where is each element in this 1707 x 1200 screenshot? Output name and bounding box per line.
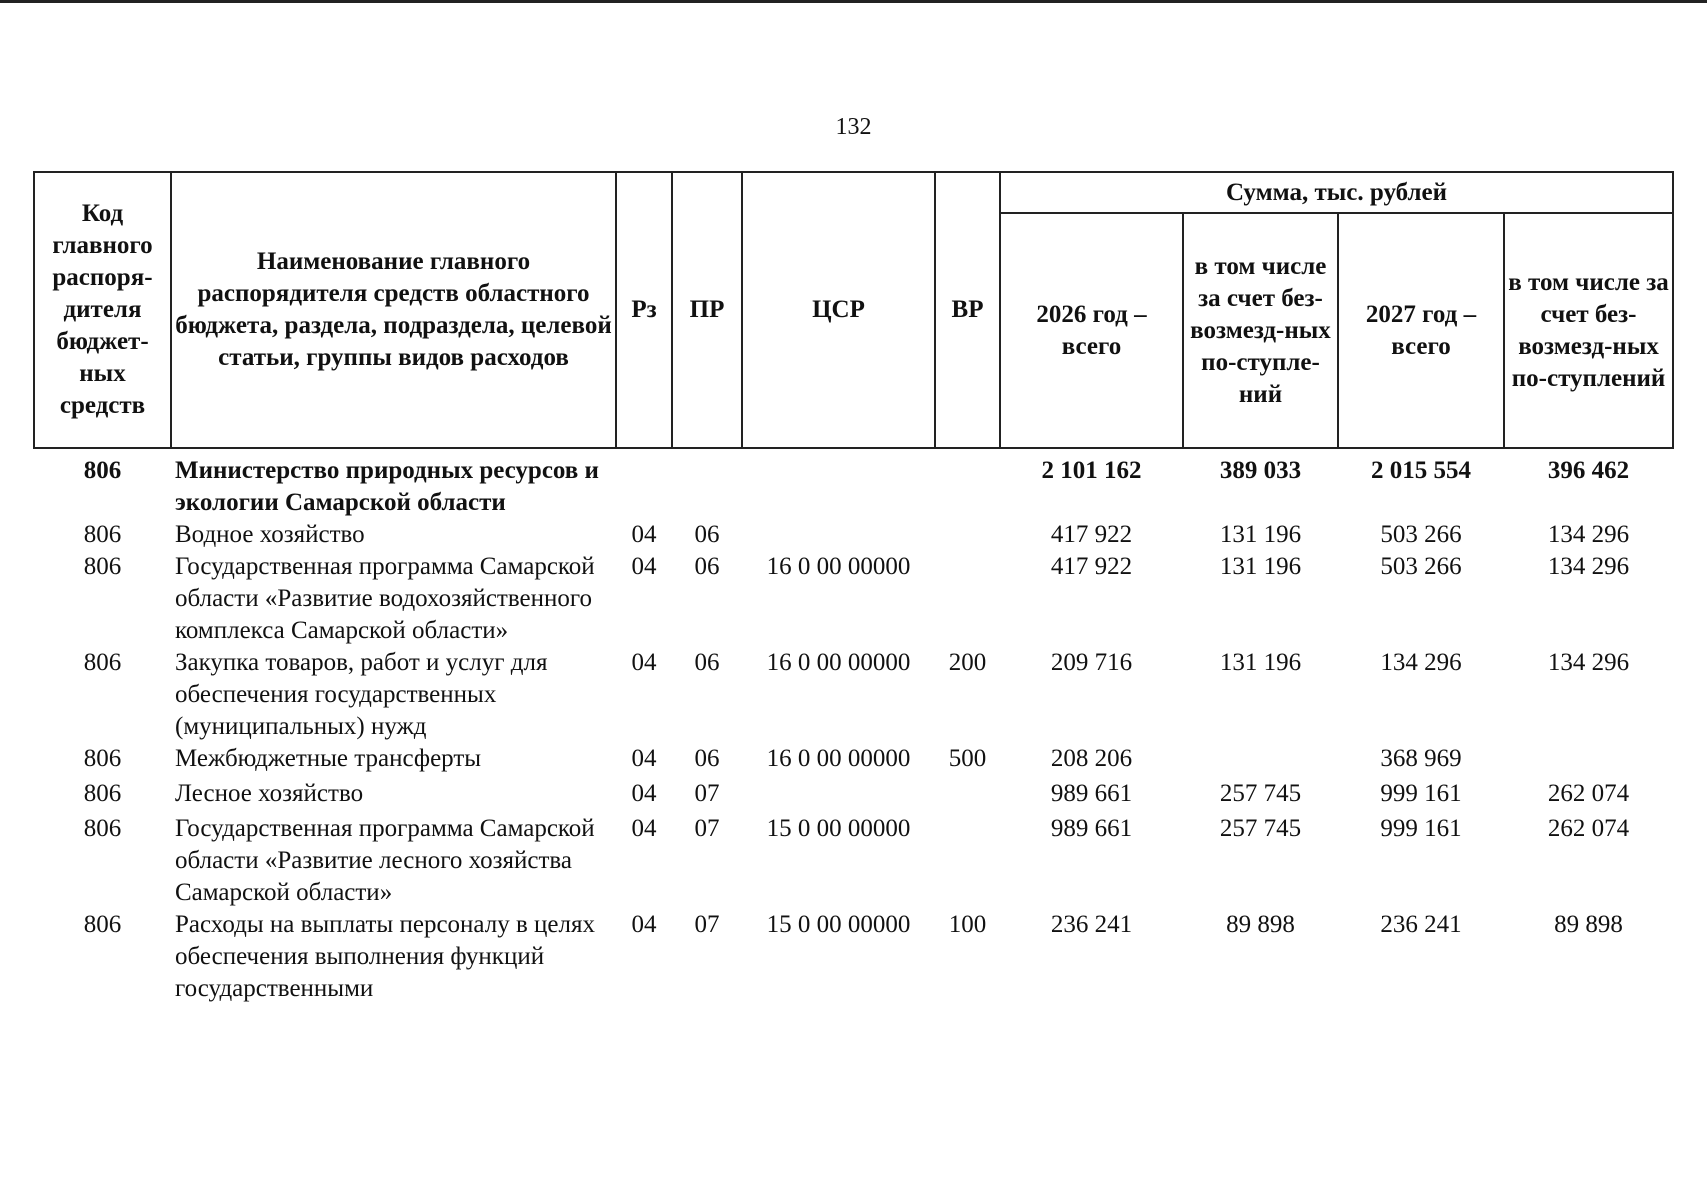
row-pr: 07 <box>694 780 720 807</box>
table-row <box>34 810 1673 909</box>
row-2026-free: 89 898 <box>1226 911 1295 938</box>
header-2027-total: 2027 год – всего <box>1338 213 1504 448</box>
row-2027-total: 134 296 <box>1380 649 1462 676</box>
row-pr: 06 <box>694 521 720 548</box>
row-csr: 16 0 00 00000 <box>766 745 911 772</box>
row-2026-free: 389 033 <box>1219 457 1302 484</box>
row-name: Государственная программа Самарской области «Развитие водохозяйственного комплекса Самарской области» <box>175 553 595 644</box>
row-rz: 04 <box>631 553 657 580</box>
row-name: Водное хозяйство <box>175 521 365 548</box>
row-vr: 500 <box>948 745 987 772</box>
header-csr: ЦСР <box>742 172 935 448</box>
header-2026-total: 2026 год – всего <box>1000 213 1183 448</box>
row-rz: 04 <box>631 911 657 938</box>
row-2027-free: 262 074 <box>1547 815 1630 842</box>
row-2026-free: 257 745 <box>1219 815 1302 842</box>
table-row <box>34 909 1673 1005</box>
row-code: 806 <box>83 815 122 842</box>
row-vr: 200 <box>948 649 987 676</box>
row-2027-total: 503 266 <box>1380 521 1462 548</box>
row-code: 806 <box>83 911 122 938</box>
row-code: 806 <box>83 521 122 548</box>
row-2026-total: 989 661 <box>1050 815 1133 842</box>
row-csr: 15 0 00 00000 <box>766 911 911 938</box>
row-pr: 06 <box>694 745 720 772</box>
header-name: Наименование главного распорядителя средств областного бюджета, раздела, подраздела, целевой статьи, группы видов расходов <box>171 172 616 448</box>
row-2026-free: 131 196 <box>1219 553 1302 580</box>
row-vr <box>935 519 1000 551</box>
row-2026-total: 417 922 <box>1050 553 1133 580</box>
table-row <box>34 743 1673 775</box>
row-name: Министерство природных ресурсов и экологии Самарской области <box>175 457 599 516</box>
row-name: Межбюджетные трансферты <box>175 745 482 772</box>
row-name: Расходы на выплаты персоналу в целях обеспечения выполнения функций государственными <box>175 911 595 1002</box>
row-pr: 06 <box>694 649 720 676</box>
row-code: 806 <box>83 649 122 676</box>
budget-table <box>33 171 1674 1005</box>
row-code: 806 <box>83 780 122 807</box>
row-csr <box>742 775 935 810</box>
row-2027-free: 134 296 <box>1547 649 1630 676</box>
row-2026-total: 236 241 <box>1050 911 1133 938</box>
row-vr: 100 <box>948 911 987 938</box>
row-2027-total: 2 015 554 <box>1371 457 1471 484</box>
row-vr <box>935 551 1000 647</box>
row-2026-total: 208 206 <box>1050 745 1133 772</box>
row-2027-total: 236 241 <box>1380 911 1462 938</box>
row-2026-free: 131 196 <box>1219 521 1302 548</box>
row-2027-free <box>1504 743 1673 775</box>
row-csr <box>742 519 935 551</box>
row-name: Государственная программа Самарской области «Развитие лесного хозяйства Самарской области» <box>175 815 595 906</box>
row-2027-total: 999 161 <box>1380 780 1462 807</box>
row-2026-free <box>1183 743 1338 775</box>
table-row <box>34 647 1673 743</box>
row-2026-free: 131 196 <box>1219 649 1302 676</box>
row-rz <box>616 448 672 519</box>
header-rz: Рз <box>616 172 672 448</box>
page-number: 132 <box>835 114 872 140</box>
table-body <box>34 448 1673 1005</box>
row-name: Лесное хозяйство <box>175 780 364 807</box>
row-name: Закупка товаров, работ и услуг для обеспечения государственных (муниципальных) нужд <box>175 649 548 740</box>
row-rz: 04 <box>631 815 657 842</box>
row-2027-total: 368 969 <box>1380 745 1462 772</box>
top-border-line <box>0 0 1707 3</box>
row-2026-total: 989 661 <box>1050 780 1133 807</box>
row-code: 806 <box>83 457 122 484</box>
row-2027-free: 89 898 <box>1554 911 1623 938</box>
table-row <box>34 519 1673 551</box>
table-row <box>34 551 1673 647</box>
row-pr: 06 <box>694 553 720 580</box>
row-rz: 04 <box>631 521 657 548</box>
row-2027-total: 999 161 <box>1380 815 1462 842</box>
row-pr <box>672 448 742 519</box>
row-csr: 16 0 00 00000 <box>766 649 911 676</box>
row-2027-free: 396 462 <box>1547 457 1630 484</box>
row-2027-free: 262 074 <box>1547 780 1630 807</box>
header-code: Код главного распоря-дителя бюджет-ных средств <box>34 172 171 448</box>
header-2026-free: в том числе за счет без-возмезд-ных по-ступле-ний <box>1183 213 1338 448</box>
row-rz: 04 <box>631 780 657 807</box>
row-rz: 04 <box>631 649 657 676</box>
row-vr <box>935 775 1000 810</box>
row-2026-total: 209 716 <box>1050 649 1133 676</box>
row-2026-free: 257 745 <box>1219 780 1302 807</box>
row-2026-total: 2 101 162 <box>1041 457 1142 484</box>
row-csr: 16 0 00 00000 <box>766 553 911 580</box>
row-pr: 07 <box>694 815 720 842</box>
header-sum: Сумма, тыс. рублей <box>1000 172 1673 213</box>
row-csr <box>742 448 935 519</box>
row-code: 806 <box>83 553 122 580</box>
row-vr <box>935 448 1000 519</box>
row-2026-total: 417 922 <box>1050 521 1133 548</box>
row-rz: 04 <box>631 745 657 772</box>
row-2027-free: 134 296 <box>1547 553 1630 580</box>
table-header <box>34 172 1673 448</box>
header-vr: ВР <box>935 172 1000 448</box>
row-2027-free: 134 296 <box>1547 521 1630 548</box>
row-pr: 07 <box>694 911 720 938</box>
header-pr: ПР <box>672 172 742 448</box>
row-2027-total: 503 266 <box>1380 553 1462 580</box>
row-code: 806 <box>83 745 122 772</box>
table-row <box>34 775 1673 810</box>
row-csr: 15 0 00 00000 <box>766 815 911 842</box>
header-2027-free: в том числе за счет без-возмезд-ных по-ступлений <box>1504 213 1673 448</box>
table-row <box>34 448 1673 519</box>
row-vr <box>935 810 1000 909</box>
